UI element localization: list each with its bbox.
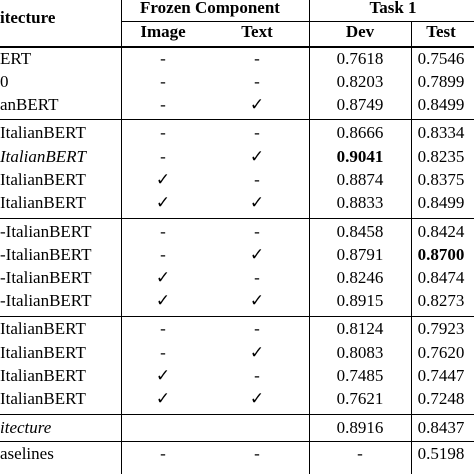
test-cell: 0.8474	[417, 268, 465, 287]
text-cell: ✓	[249, 193, 265, 212]
test-cell: 0.8437	[417, 418, 465, 437]
rule-line	[0, 46, 474, 48]
dev-cell: 0.8749	[336, 95, 384, 114]
test-cell: 0.8424	[417, 222, 465, 241]
text-cell: -	[254, 319, 260, 338]
dev-cell: 0.8124	[336, 319, 384, 338]
dev-cell: 0.7485	[336, 366, 384, 385]
column-divider	[309, 0, 310, 474]
header-dev: Dev	[345, 22, 375, 41]
header-rule	[121, 21, 474, 22]
text-cell: -	[254, 123, 260, 142]
dev-cell: 0.8666	[336, 123, 384, 142]
image-cell: -	[160, 49, 166, 68]
dev-cell: 0.7618	[336, 49, 384, 68]
rule-line	[0, 316, 474, 317]
dev-cell: 0.7621	[336, 389, 384, 408]
architecture-cell: ERT	[0, 49, 32, 68]
architecture-cell: 0	[0, 72, 9, 91]
image-cell: ✓	[155, 170, 171, 189]
image-cell: -	[160, 343, 166, 362]
dev-cell: 0.8833	[336, 193, 384, 212]
architecture-cell: ItalianBERT	[0, 193, 86, 212]
test-cell: 0.7620	[417, 343, 465, 362]
architecture-cell: anBERT	[0, 95, 59, 114]
text-cell: -	[254, 444, 260, 463]
architecture-cell: ItalianBERT	[0, 319, 86, 338]
image-cell: ✓	[155, 366, 171, 385]
image-cell: ✓	[155, 193, 171, 212]
rule-line	[0, 414, 474, 415]
header-text: Text	[241, 22, 273, 41]
dev-cell: 0.8791	[336, 245, 384, 264]
text-cell: ✓	[249, 147, 265, 166]
test-cell: 0.7923	[417, 319, 465, 338]
test-cell: 0.5198	[417, 444, 465, 463]
header-test: Test	[426, 22, 456, 41]
dev-cell: 0.9041	[336, 147, 384, 166]
architecture-cell: ItalianBERT	[0, 170, 86, 189]
test-cell: 0.8235	[417, 147, 465, 166]
image-cell: -	[160, 245, 166, 264]
image-cell: -	[160, 147, 166, 166]
test-cell: 0.7899	[417, 72, 465, 91]
architecture-cell: itecture	[0, 418, 52, 437]
header-task1: Task 1	[369, 0, 417, 17]
test-cell: 0.8499	[417, 95, 465, 114]
test-cell: 0.8375	[417, 170, 465, 189]
test-cell: 0.7546	[417, 49, 465, 68]
header-image: Image	[140, 22, 186, 41]
text-cell: -	[254, 366, 260, 385]
text-cell: ✓	[249, 95, 265, 114]
column-divider	[121, 0, 122, 474]
dev-cell: 0.8916	[336, 418, 384, 437]
image-cell: -	[160, 319, 166, 338]
test-cell: 0.8499	[417, 193, 465, 212]
header-frozen-component: Frozen Component	[140, 0, 280, 17]
column-divider	[411, 21, 412, 474]
text-cell: ✓	[249, 291, 265, 310]
test-cell: 0.7248	[417, 389, 465, 408]
header-architecture: itecture	[0, 8, 56, 27]
test-cell: 0.8700	[417, 245, 465, 264]
text-cell: ✓	[249, 389, 265, 408]
test-cell: 0.8273	[417, 291, 465, 310]
dev-cell: 0.8458	[336, 222, 384, 241]
test-cell: 0.8334	[417, 123, 465, 142]
dev-cell: 0.8874	[336, 170, 384, 189]
architecture-cell: aselines	[0, 444, 54, 463]
image-cell: -	[160, 444, 166, 463]
rule-line	[0, 119, 474, 120]
image-cell: ✓	[155, 389, 171, 408]
architecture-cell: ItalianBERT	[0, 123, 86, 142]
image-cell: -	[160, 95, 166, 114]
dev-cell: 0.8083	[336, 343, 384, 362]
dev-cell: -	[357, 444, 363, 463]
dev-cell: 0.8915	[336, 291, 384, 310]
architecture-cell: ItalianBERT	[0, 147, 86, 166]
architecture-cell: ItalianBERT	[0, 389, 86, 408]
rule-line	[0, 441, 474, 442]
image-cell: ✓	[155, 268, 171, 287]
architecture-cell: ItalianBERT	[0, 343, 86, 362]
text-cell: -	[254, 170, 260, 189]
text-cell: -	[254, 268, 260, 287]
architecture-cell: -ItalianBERT	[0, 291, 92, 310]
test-cell: 0.7447	[417, 366, 465, 385]
text-cell: ✓	[249, 245, 265, 264]
dev-cell: 0.8246	[336, 268, 384, 287]
architecture-cell: -ItalianBERT	[0, 222, 92, 241]
image-cell: ✓	[155, 291, 171, 310]
image-cell: -	[160, 123, 166, 142]
architecture-cell: -ItalianBERT	[0, 268, 92, 287]
dev-cell: 0.8203	[336, 72, 384, 91]
rule-line	[0, 218, 474, 219]
text-cell: -	[254, 72, 260, 91]
image-cell: -	[160, 222, 166, 241]
text-cell: ✓	[249, 343, 265, 362]
image-cell: -	[160, 72, 166, 91]
architecture-cell: -ItalianBERT	[0, 245, 92, 264]
text-cell: -	[254, 49, 260, 68]
architecture-cell: ItalianBERT	[0, 366, 86, 385]
text-cell: -	[254, 222, 260, 241]
